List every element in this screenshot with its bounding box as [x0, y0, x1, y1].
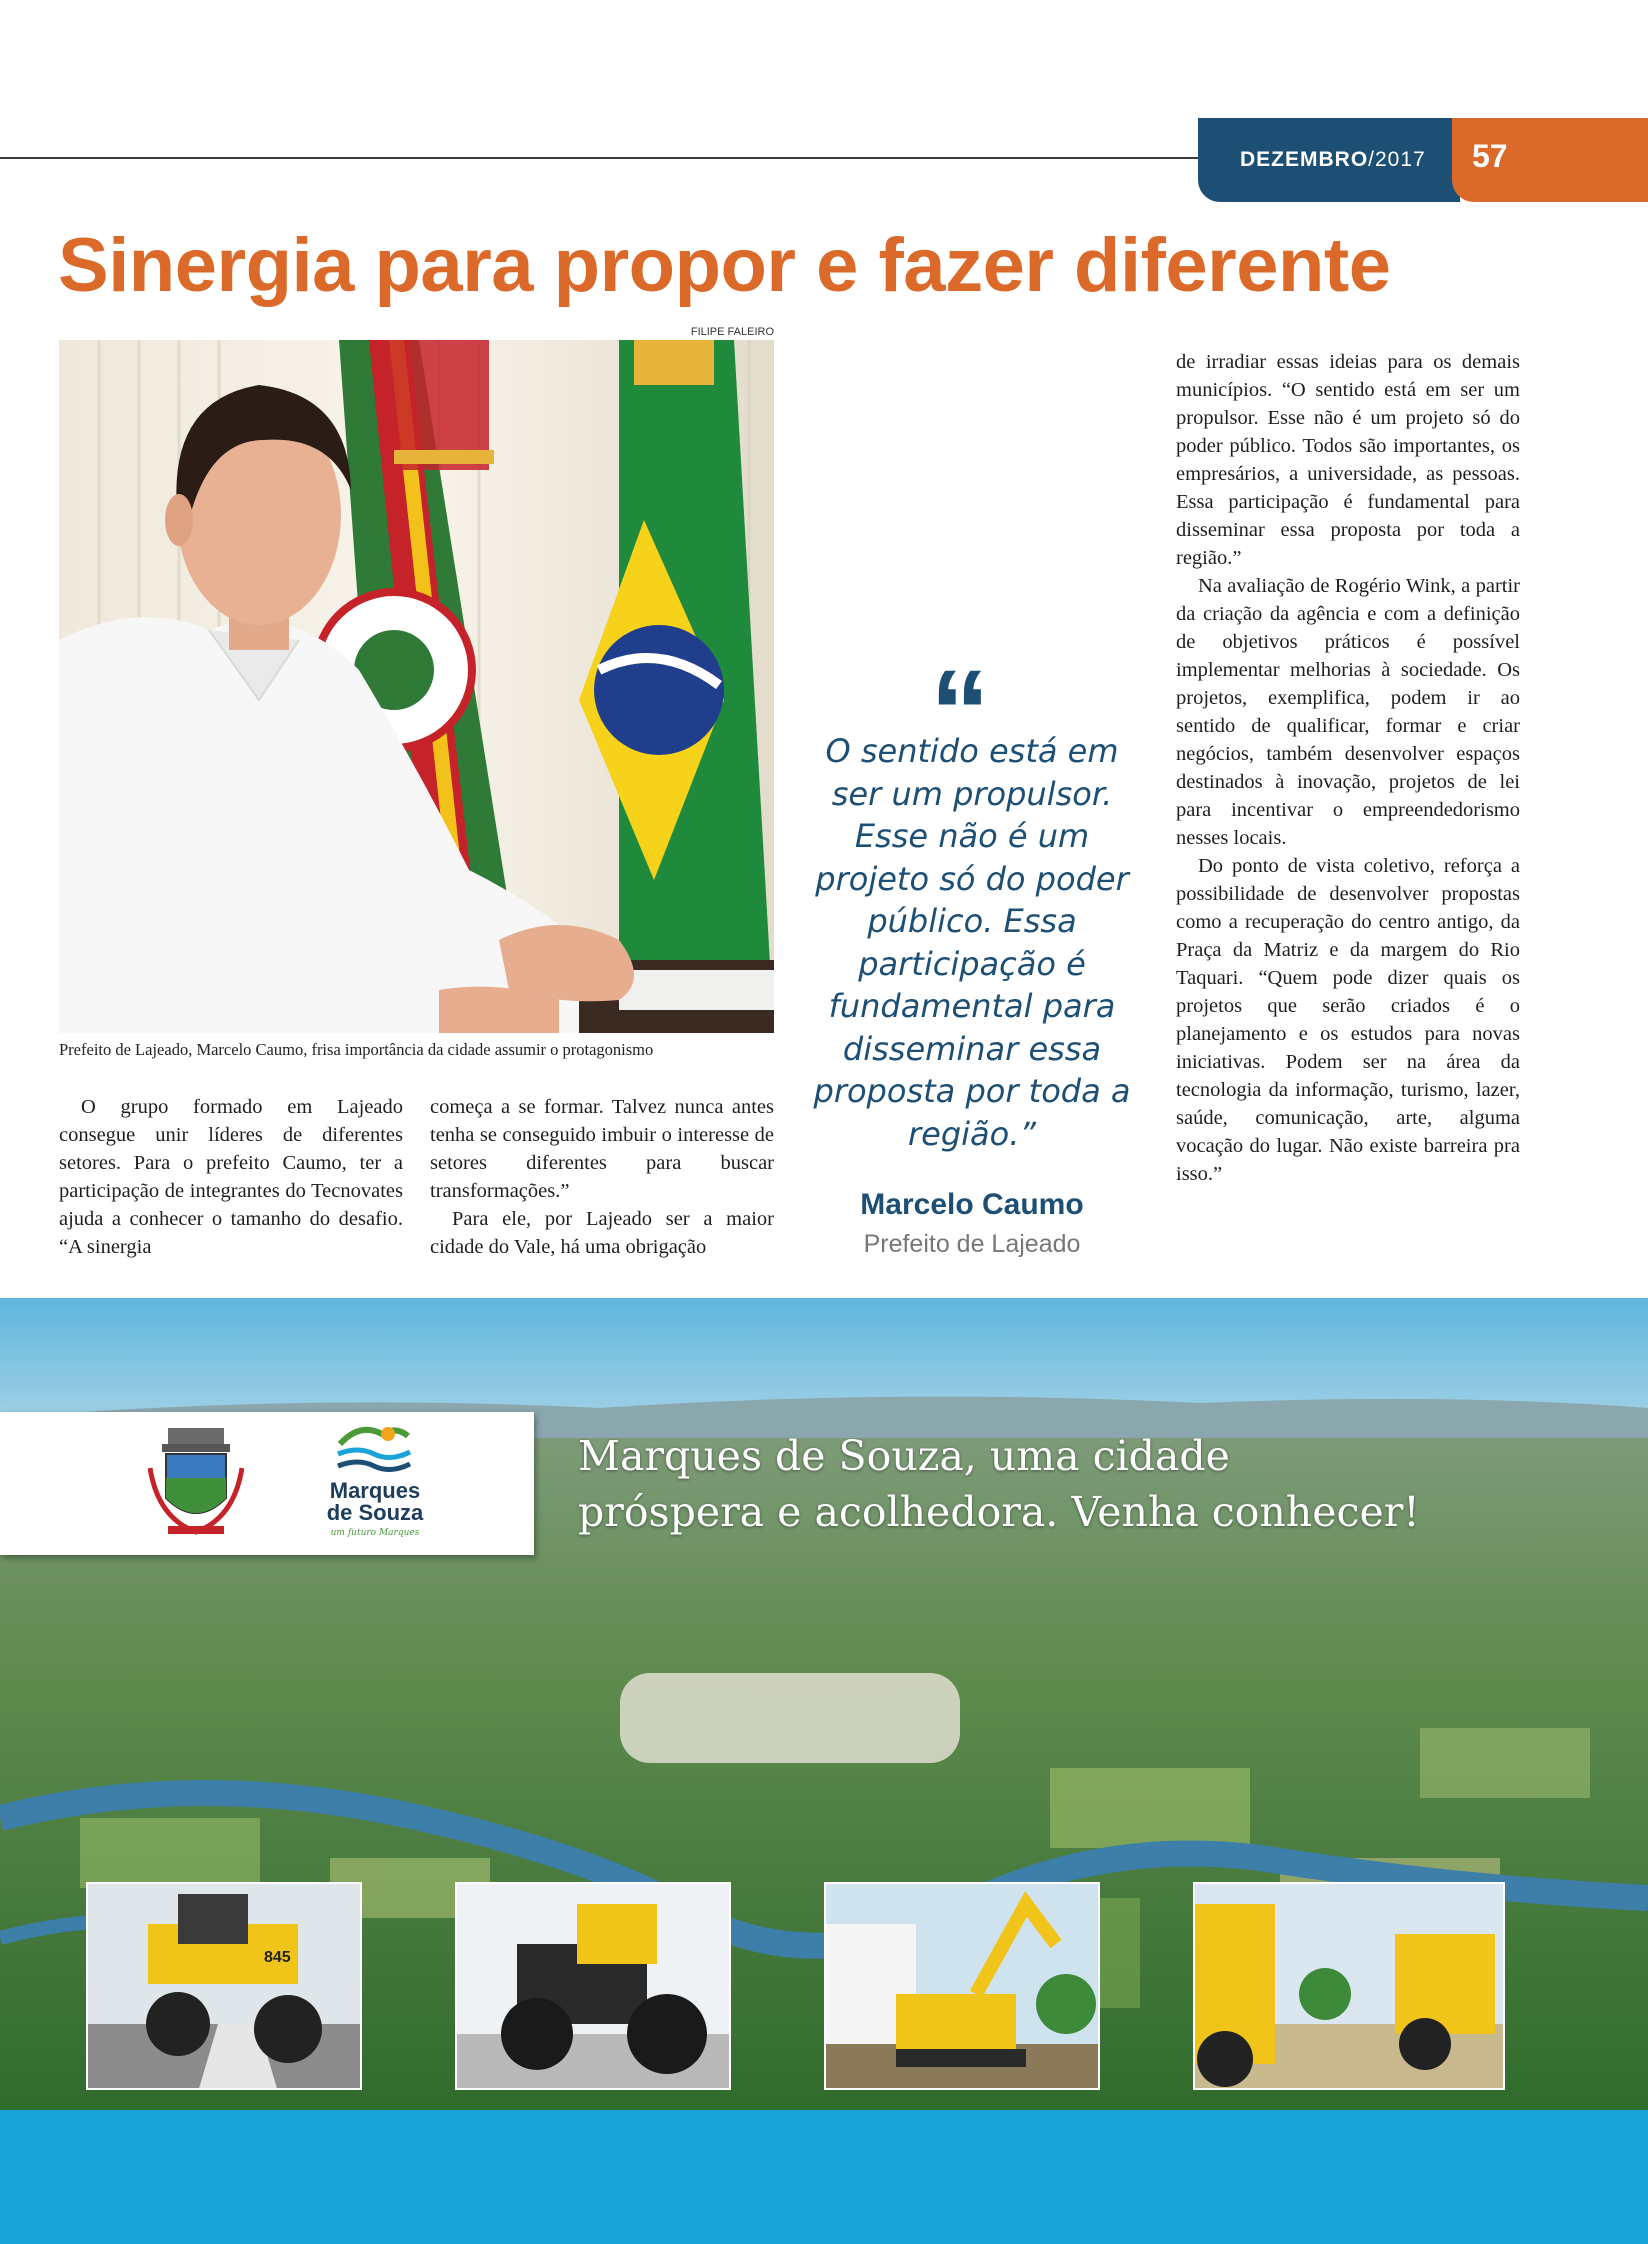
- article-title: Sinergia para propor e fazer diferente: [58, 223, 1391, 308]
- ad-logo-tagline: um futuro Marques: [330, 1528, 420, 1538]
- col3-paragraph-2: Na avaliação de Rogério Wink, a partir da criação da agência e com a definição de objetivos práticos é possível implementar melhorias à sociedade. Os projetos, exemplifica, podem ir ao sentido de qualificar, formar e criar negócios, também desenvolver espaços destinados à inovação, projetos de lei para incentivar o empreendedorismo nesses locais.: [1176, 575, 1520, 849]
- pull-quote-text: O sentido está em ser um propulsor. Esse não é um projeto só do poder público. Essa participação é fundamental para disseminar essa proposta por toda a região.”: [813, 732, 1131, 1153]
- ad-logo-line-2: de Souza: [326, 1500, 424, 1525]
- issue-month: DEZEMBRO: [1240, 148, 1369, 171]
- excavator-photo: [824, 1882, 1100, 2090]
- col2-paragraph-1: começa a se formar. Talvez nunca antes tenha se conseguido imbuir o interesse de setores diferentes para buscar transformações.”: [430, 1096, 774, 1202]
- marques-de-souza-logo-icon: [330, 1422, 416, 1478]
- col1-paragraph-1: O grupo formado em Lajeado consegue unir líderes de diferentes setores. Para o prefeito Caumo, ter a participação de integrantes do Tecnovates ajuda a conhecer o tamanho do desafio. “A sinergia: [59, 1096, 403, 1258]
- article-column-3: [1176, 348, 1520, 1188]
- coat-of-arms-icon: [148, 1428, 244, 1538]
- photo-credit: FILIPE FALEIRO: [690, 326, 774, 338]
- machine-plate: 845: [264, 1949, 291, 1966]
- ad-logo-wordmark: [320, 1480, 430, 1524]
- article-column-1: [59, 1093, 403, 1261]
- ad-logo-panel: [0, 1412, 534, 1555]
- motor-grader-photo: [86, 1882, 362, 2090]
- ad-headline-line-1: Marques de Souza, uma cidade: [578, 1432, 1230, 1480]
- photo-caption: Prefeito de Lajeado, Marcelo Caumo, frisa importância da cidade assumir o protagonismo: [59, 1040, 654, 1059]
- quote-mark-icon: “: [930, 645, 990, 779]
- issue-year: /2017: [1368, 148, 1426, 171]
- col3-paragraph-1: de irradiar essas ideias para os demais municípios. “O sentido está em ser um propulsor. Esse não é um projeto só do poder público. Todos são importantes, os empresários, a universidade, as pessoas. Essa participação é fundamental para disseminar essa proposta por toda a região.”: [1176, 351, 1520, 569]
- ad-logo-line-1: Marques: [329, 1478, 421, 1503]
- page-number: 57: [1452, 118, 1648, 202]
- issue-date-tab: [1198, 118, 1460, 202]
- article-column-2: [430, 1093, 774, 1261]
- pull-quote-name: Marcelo Caumo: [860, 1188, 1084, 1221]
- tractor-photo: [455, 1882, 731, 2090]
- pull-quote-role: Prefeito de Lajeado: [863, 1230, 1081, 1258]
- col2-paragraph-2: Para ele, por Lajeado ser a maior cidade do Vale, há uma obrigação: [430, 1208, 774, 1258]
- header-rule: [0, 157, 1200, 159]
- ad-headline-line-2: próspera e acolhedora. Venha conhecer!: [578, 1488, 1420, 1536]
- mayor-photo: [59, 340, 774, 1033]
- col3-paragraph-3: Do ponto de vista coletivo, reforça a possibilidade de desenvolver propostas como a recuperação do centro antigo, da Praça da Matriz e da margem do Rio Taquari. “Quem pode dizer quais os projetos que serão criados é o planejamento e os estudos para novas iniciativas. Podem ser na área da tecnologia da informação, turismo, lazer, saúde, comunicação, arte, alguma vocação do lugar. Não existe barreira pra isso.”: [1176, 855, 1520, 1185]
- backhoe-loaders-photo: [1193, 1882, 1505, 2090]
- ad-headline: [578, 1428, 1628, 1540]
